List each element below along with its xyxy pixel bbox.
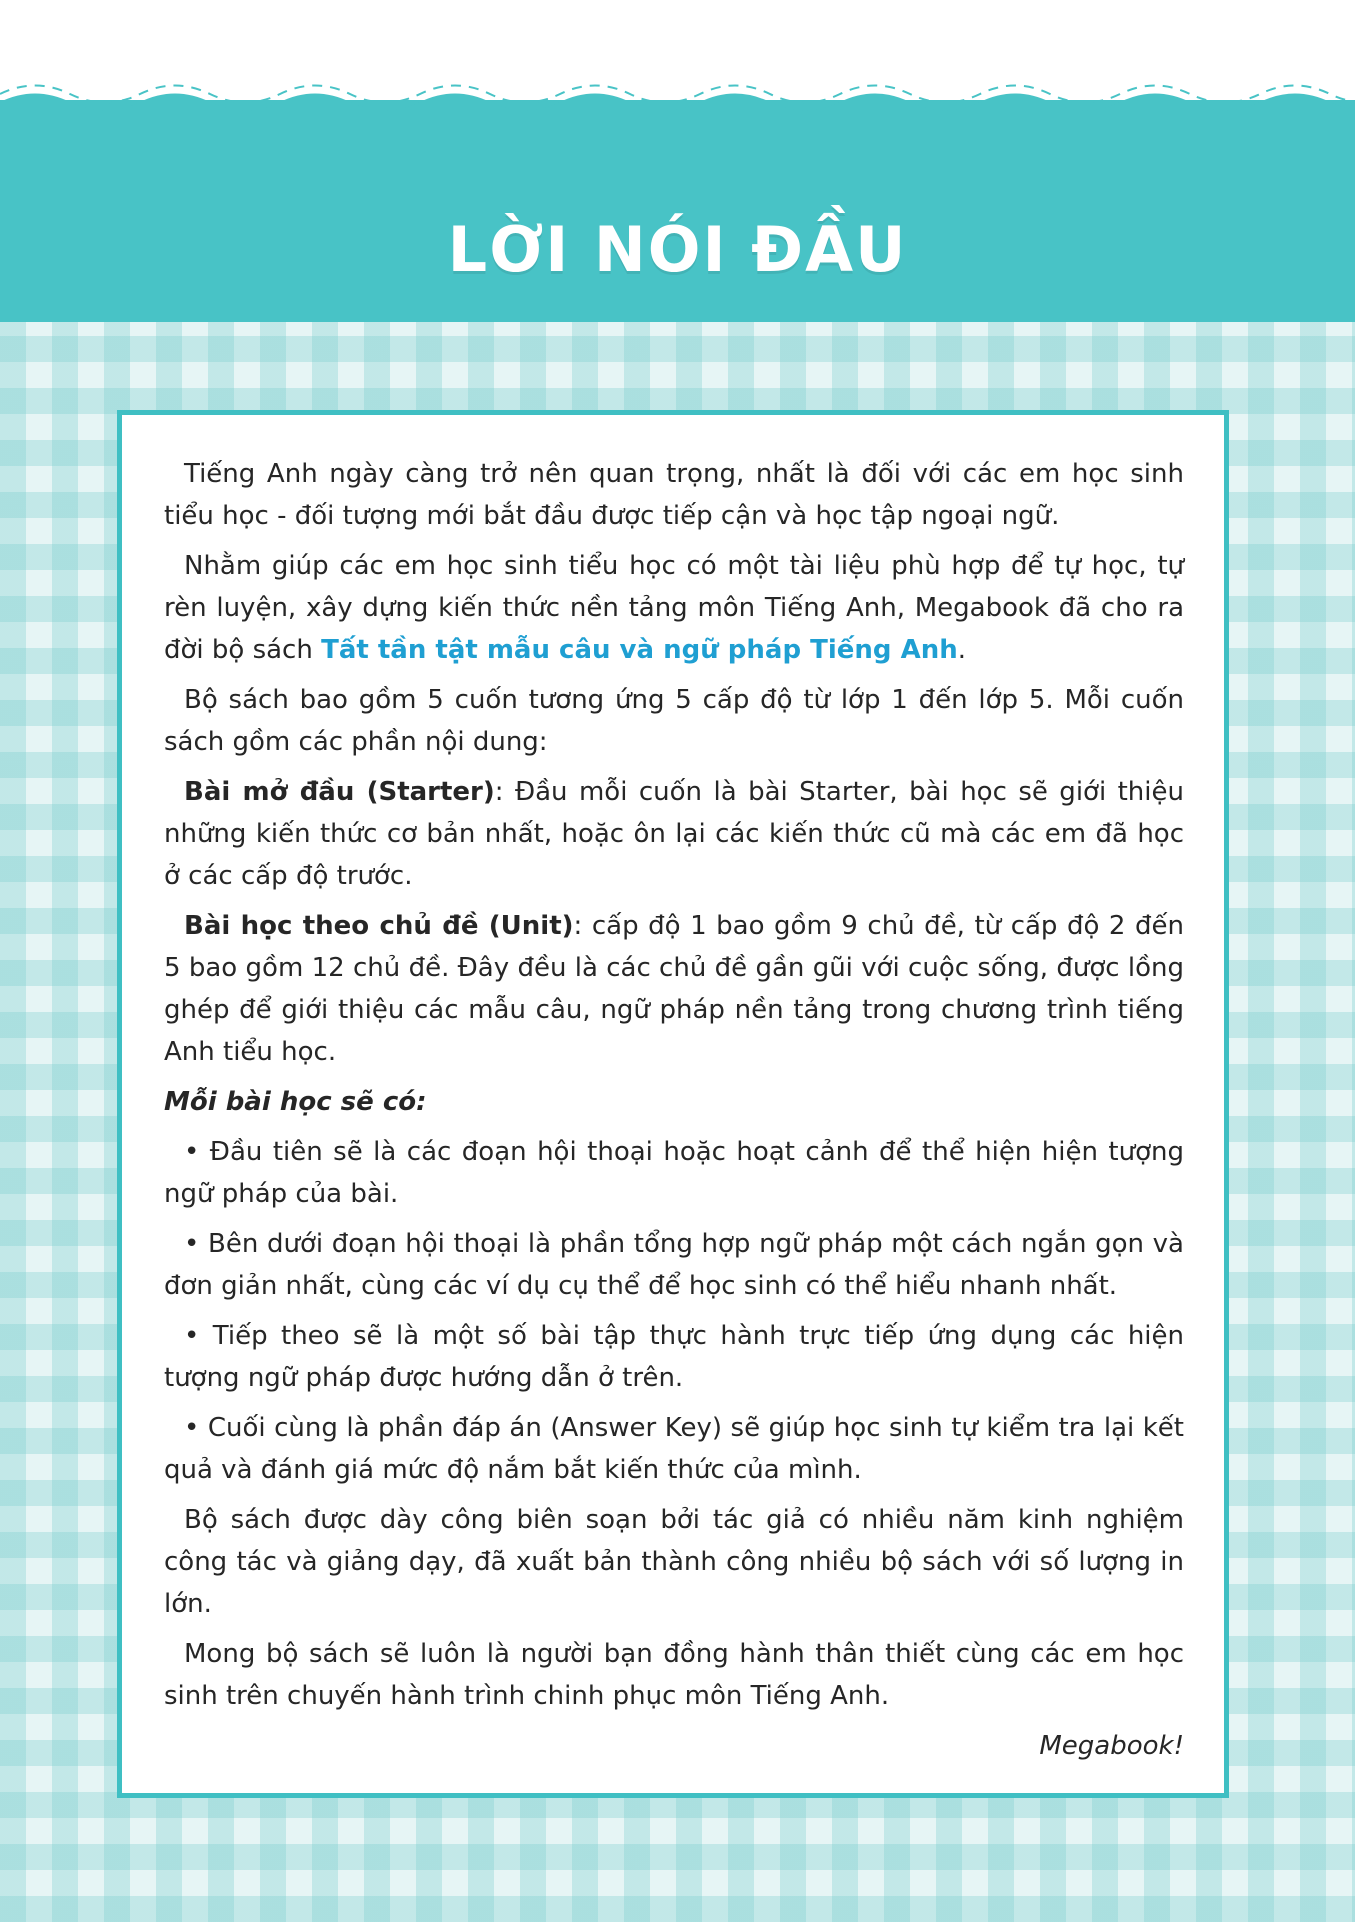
page-title: LỜI NÓI ĐẦU xyxy=(447,213,908,286)
bullet-item: • Tiếp theo sẽ là một số bài tập thực hành trực tiếp ứng dụng các hiện tượng ngữ pháp được hướng dẫn ở trên. xyxy=(164,1321,1184,1393)
purpose-text: Nhằm giúp các em học sinh tiểu học có một tài liệu phù hợp để tự học, tự rèn luyện, xây dựng kiến thức nền tảng môn Tiếng Anh, Megabook đã cho ra đời bộ sách xyxy=(164,551,1184,665)
bullet-item: • Bên dưới đoạn hội thoại là phần tổng hợp ngữ pháp một cách ngắn gọn và đơn giản nhất, cùng các ví dụ cụ thể để học sinh có thể hiểu nhanh nhất. xyxy=(164,1229,1184,1301)
book-title-highlight: Tất tần tật mẫu câu và ngữ pháp Tiếng Anh xyxy=(321,635,958,665)
bullet-item: • Cuối cùng là phần đáp án (Answer Key) sẽ giúp học sinh tự kiểm tra lại kết quả và đánh giá mức độ nắm bắt kiến thức của mình. xyxy=(164,1413,1184,1485)
lesson-subheading: Mỗi bài học sẽ có: xyxy=(164,1087,427,1117)
paragraph-purpose xyxy=(164,545,1184,671)
paragraph-series: Bộ sách bao gồm 5 cuốn tương ứng 5 cấp độ từ lớp 1 đến lớp 5. Mỗi cuốn sách gồm các phần nội dung: xyxy=(164,685,1184,757)
paragraph-author: Bộ sách được dày công biên soạn bởi tác giả có nhiều năm kinh nghiệm công tác và giảng dạy, đã xuất bản thành công nhiều bộ sách với số lượng in lớn. xyxy=(164,1505,1184,1619)
wave-border xyxy=(0,80,1355,130)
content-box xyxy=(117,410,1229,1798)
paragraph-closing: Mong bộ sách sẽ luôn là người bạn đồng hành thân thiết cùng các em học sinh trên chuyến hành trình chinh phục môn Tiếng Anh. xyxy=(164,1639,1184,1711)
bullet-item: • Đầu tiên sẽ là các đoạn hội thoại hoặc hoạt cảnh để thể hiện hiện tượng ngữ pháp của bài. xyxy=(164,1137,1184,1209)
unit-label: Bài học theo chủ đề (Unit) xyxy=(184,911,574,941)
purpose-end: . xyxy=(957,635,966,665)
signature: Megabook! xyxy=(1039,1731,1184,1761)
content-text xyxy=(164,453,1184,1775)
paragraph-intro: Tiếng Anh ngày càng trở nên quan trọng, nhất là đối với các em học sinh tiểu học - đối tượng mới bắt đầu được tiếp cận và học tập ngoại ngữ. xyxy=(164,459,1184,531)
paragraph-unit xyxy=(164,905,1184,1073)
paragraph-starter xyxy=(164,771,1184,897)
starter-text: : Đầu mỗi cuốn là bài Starter, bài học sẽ giới thiệu những kiến thức cơ bản nhất, hoặc ôn lại các kiến thức cũ mà các em đã học ở các cấp độ trước. xyxy=(164,777,1184,891)
unit-text: : cấp độ 1 bao gồm 9 chủ đề, từ cấp độ 2 đến 5 bao gồm 12 chủ đề. Đây đều là các chủ đề gần gũi với cuộc sống, được lồng ghép để giới thiệu các mẫu câu, ngữ pháp nền tảng trong chương trình tiếng Anh tiểu học. xyxy=(164,911,1184,1067)
starter-label: Bài mở đầu (Starter) xyxy=(184,777,495,807)
